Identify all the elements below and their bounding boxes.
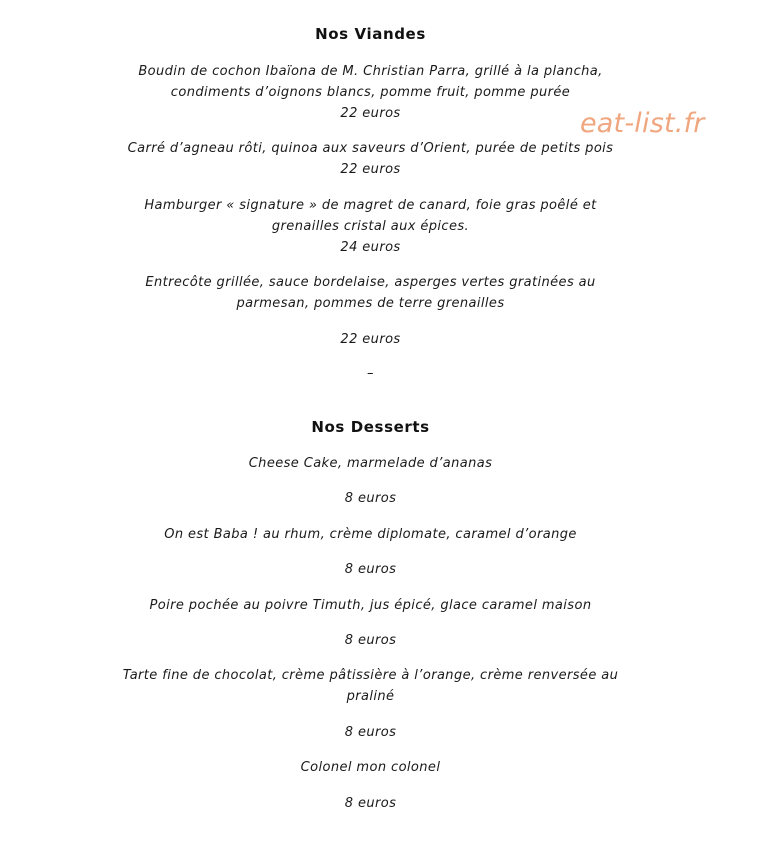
section-title-viandes: Nos Viandes [315, 25, 426, 43]
viandes-item1-line1: Boudin de cochon Ibaïona de M. Christian Parra, grillé à la plancha, [138, 64, 603, 79]
site-watermark: eat-list.fr [580, 108, 705, 139]
desserts-item4-line2: praliné [346, 689, 395, 704]
section-title-desserts: Nos Desserts [311, 418, 430, 436]
desserts-item2: On est Baba ! au rhum, crème diplomate, caramel d’orange [164, 527, 577, 542]
desserts-item3-price: 8 euros [344, 633, 397, 648]
viandes-item1-line2: condiments d’oignons blancs, pomme fruit, pomme purée [170, 85, 571, 100]
viandes-item4-price: 22 euros [340, 332, 401, 347]
viandes-item1-price: 22 euros [340, 106, 401, 121]
desserts-item4-price: 8 euros [344, 725, 397, 740]
viandes-item3-line2: grenailles cristal aux épices. [271, 219, 470, 234]
desserts-item1-price: 8 euros [344, 491, 397, 506]
viandes-item4-line2: parmesan, pommes de terre grenailles [236, 296, 505, 311]
desserts-item4-line1: Tarte fine de chocolat, crème pâtissière à l’orange, crème renversée au [122, 668, 619, 683]
viandes-item4-line1: Entrecôte grillée, sauce bordelaise, asperges vertes gratinées au [145, 275, 596, 290]
viandes-item2-line1: Carré d’agneau rôti, quinoa aux saveurs d’Orient, purée de petits pois [127, 141, 614, 156]
desserts-item5-price: 8 euros [344, 796, 397, 811]
desserts-item1: Cheese Cake, marmelade d’ananas [248, 456, 493, 471]
viandes-item3-price: 24 euros [340, 240, 401, 255]
viandes-item2-price: 22 euros [340, 162, 401, 177]
desserts-item2-price: 8 euros [344, 562, 397, 577]
viandes-item3-line1: Hamburger « signature » de magret de canard, foie gras poêlé et [144, 198, 597, 213]
section-separator: – [367, 366, 374, 381]
desserts-item5: Colonel mon colonel [300, 760, 441, 775]
desserts-item3: Poire pochée au poivre Timuth, jus épicé, glace caramel maison [149, 598, 592, 613]
